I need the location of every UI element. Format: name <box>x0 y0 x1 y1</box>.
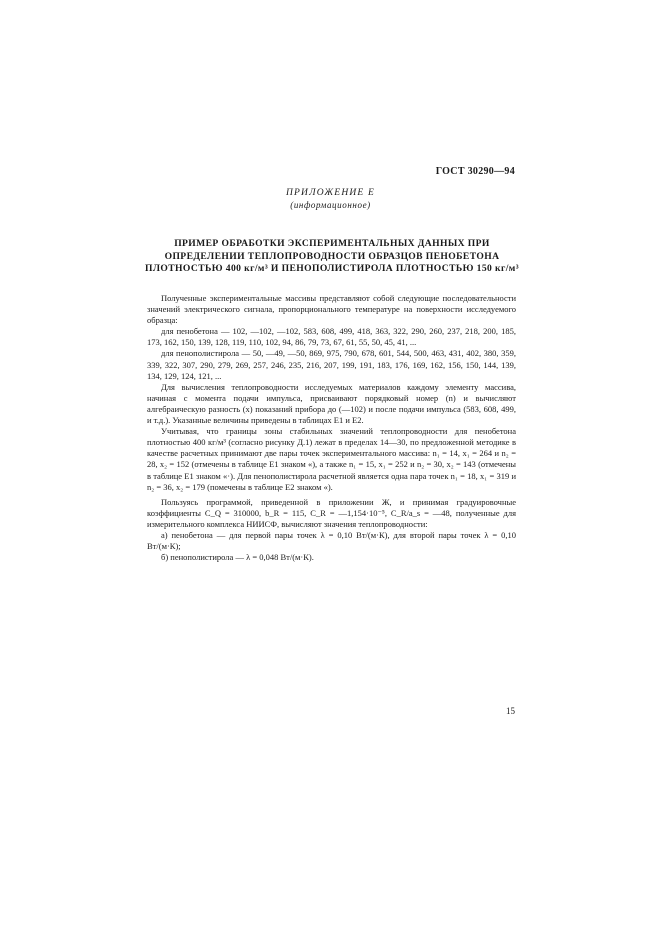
paragraph-intro: Полученные экспериментальные массивы представляют собой следующие последовательности значений электрического сигнала, пропорционального температуре на поверхности исследуемого образца: <box>147 293 516 326</box>
paragraph-stable-zone: Учитывая, что границы зоны стабильных значений теплопроводности для пенобетона плотностью 400 кг/м³ (согласно рисунку Д.1) лежат в пределах 14—30, по предложенной методике в качестве расчетных принимают две пары точек экспериментального массива: n₁ = 14, x₁ = 264 и n₂ = 28, x₂ = 152 (отмечены в таблице Е1 знаком «), а также n₁ = 15, x₁ = 252 и n₂ = 30, x₂ = 143 (отмечены в таблице Е1 знаком «·). Для пенополистирола расчетной является одна пара точек n₁ = 18, x₁ = 319 и n₂ = 36, x₂ = 179 (помечены в таблице Е2 знаком «). <box>147 426 516 492</box>
paragraph-foam-concrete-data: для пенобетона — 102, —102, —102, 583, 608, 499, 418, 363, 322, 290, 260, 237, 218, 200, 185, 173, 162, 150, 139, 128, 119, 110, 102, 94, 86, 79, 73, 67, 61, 55, 50, 45, 41, ... <box>147 326 516 348</box>
heading-line-3: ПЛОТНОСТЬЮ 400 кг/м³ И ПЕНОПОЛИСТИРОЛА ПЛОТНОСТЬЮ 150 кг/м³ <box>144 263 520 274</box>
section-heading <box>140 238 524 276</box>
paragraph-calculation-method: Для вычисления теплопроводности исследуемых материалов каждому элементу массива, начиная с момента подачи импульса, присваивают порядковый номер (n) и вычисляют алгебраическую разность (x) показаний прибора до (—102) и после подачи импульса (583, 608, 499, и т.д.). Указанные величины приведены в таблицах Е1 и Е2. <box>147 381 516 426</box>
paragraph-result-foam-concrete: а) пенобетона — для первой пары точек λ = 0,10 Вт/(м·К), для второй пары точек λ = 0,10 Вт/(м·К); <box>147 529 516 552</box>
paragraph-result-polystyrene: б) пенополистирола — λ = 0,048 Вт/(м·К). <box>161 552 314 563</box>
heading-line-1: ПРИМЕР ОБРАБОТКИ ЭКСПЕРИМЕНТАЛЬНЫХ ДАННЫХ ПРИ <box>174 238 490 249</box>
page-number: 15 <box>506 706 515 716</box>
heading-line-2: ОПРЕДЕЛЕНИИ ТЕПЛОПРОВОДНОСТИ ОБРАЗЦОВ ПЕНОБЕТОНА <box>164 250 500 262</box>
body-text <box>147 293 516 563</box>
standard-code: ГОСТ 30290—94 <box>435 166 515 177</box>
appendix-subtitle: (информационное) <box>290 200 371 210</box>
paragraph-polystyrene-data: для пенополистирола — 50, —49, —50, 869, 975, 790, 678, 601, 544, 500, 463, 431, 402, 380, 359, 339, 322, 307, 290, 279, 269, 257, 246, 235, 216, 207, 199, 191, 183, 176, 169, 162, 156, 150, 144, 139, 134, 129, 124, 121, ... <box>147 348 516 381</box>
appendix-title: ПРИЛОЖЕНИЕ Е <box>285 188 376 198</box>
paragraph-program: Пользуясь программой, приведенной в приложении Ж, и принимая градуировочные коэффициенты C_Q = 310000, b_R = 115, C_R = —1,154·10⁻⁵, C_R/a_s = —48, полученные для измерительного комплекса НИИСФ, вычисляют значения теплопроводности: <box>147 496 516 529</box>
